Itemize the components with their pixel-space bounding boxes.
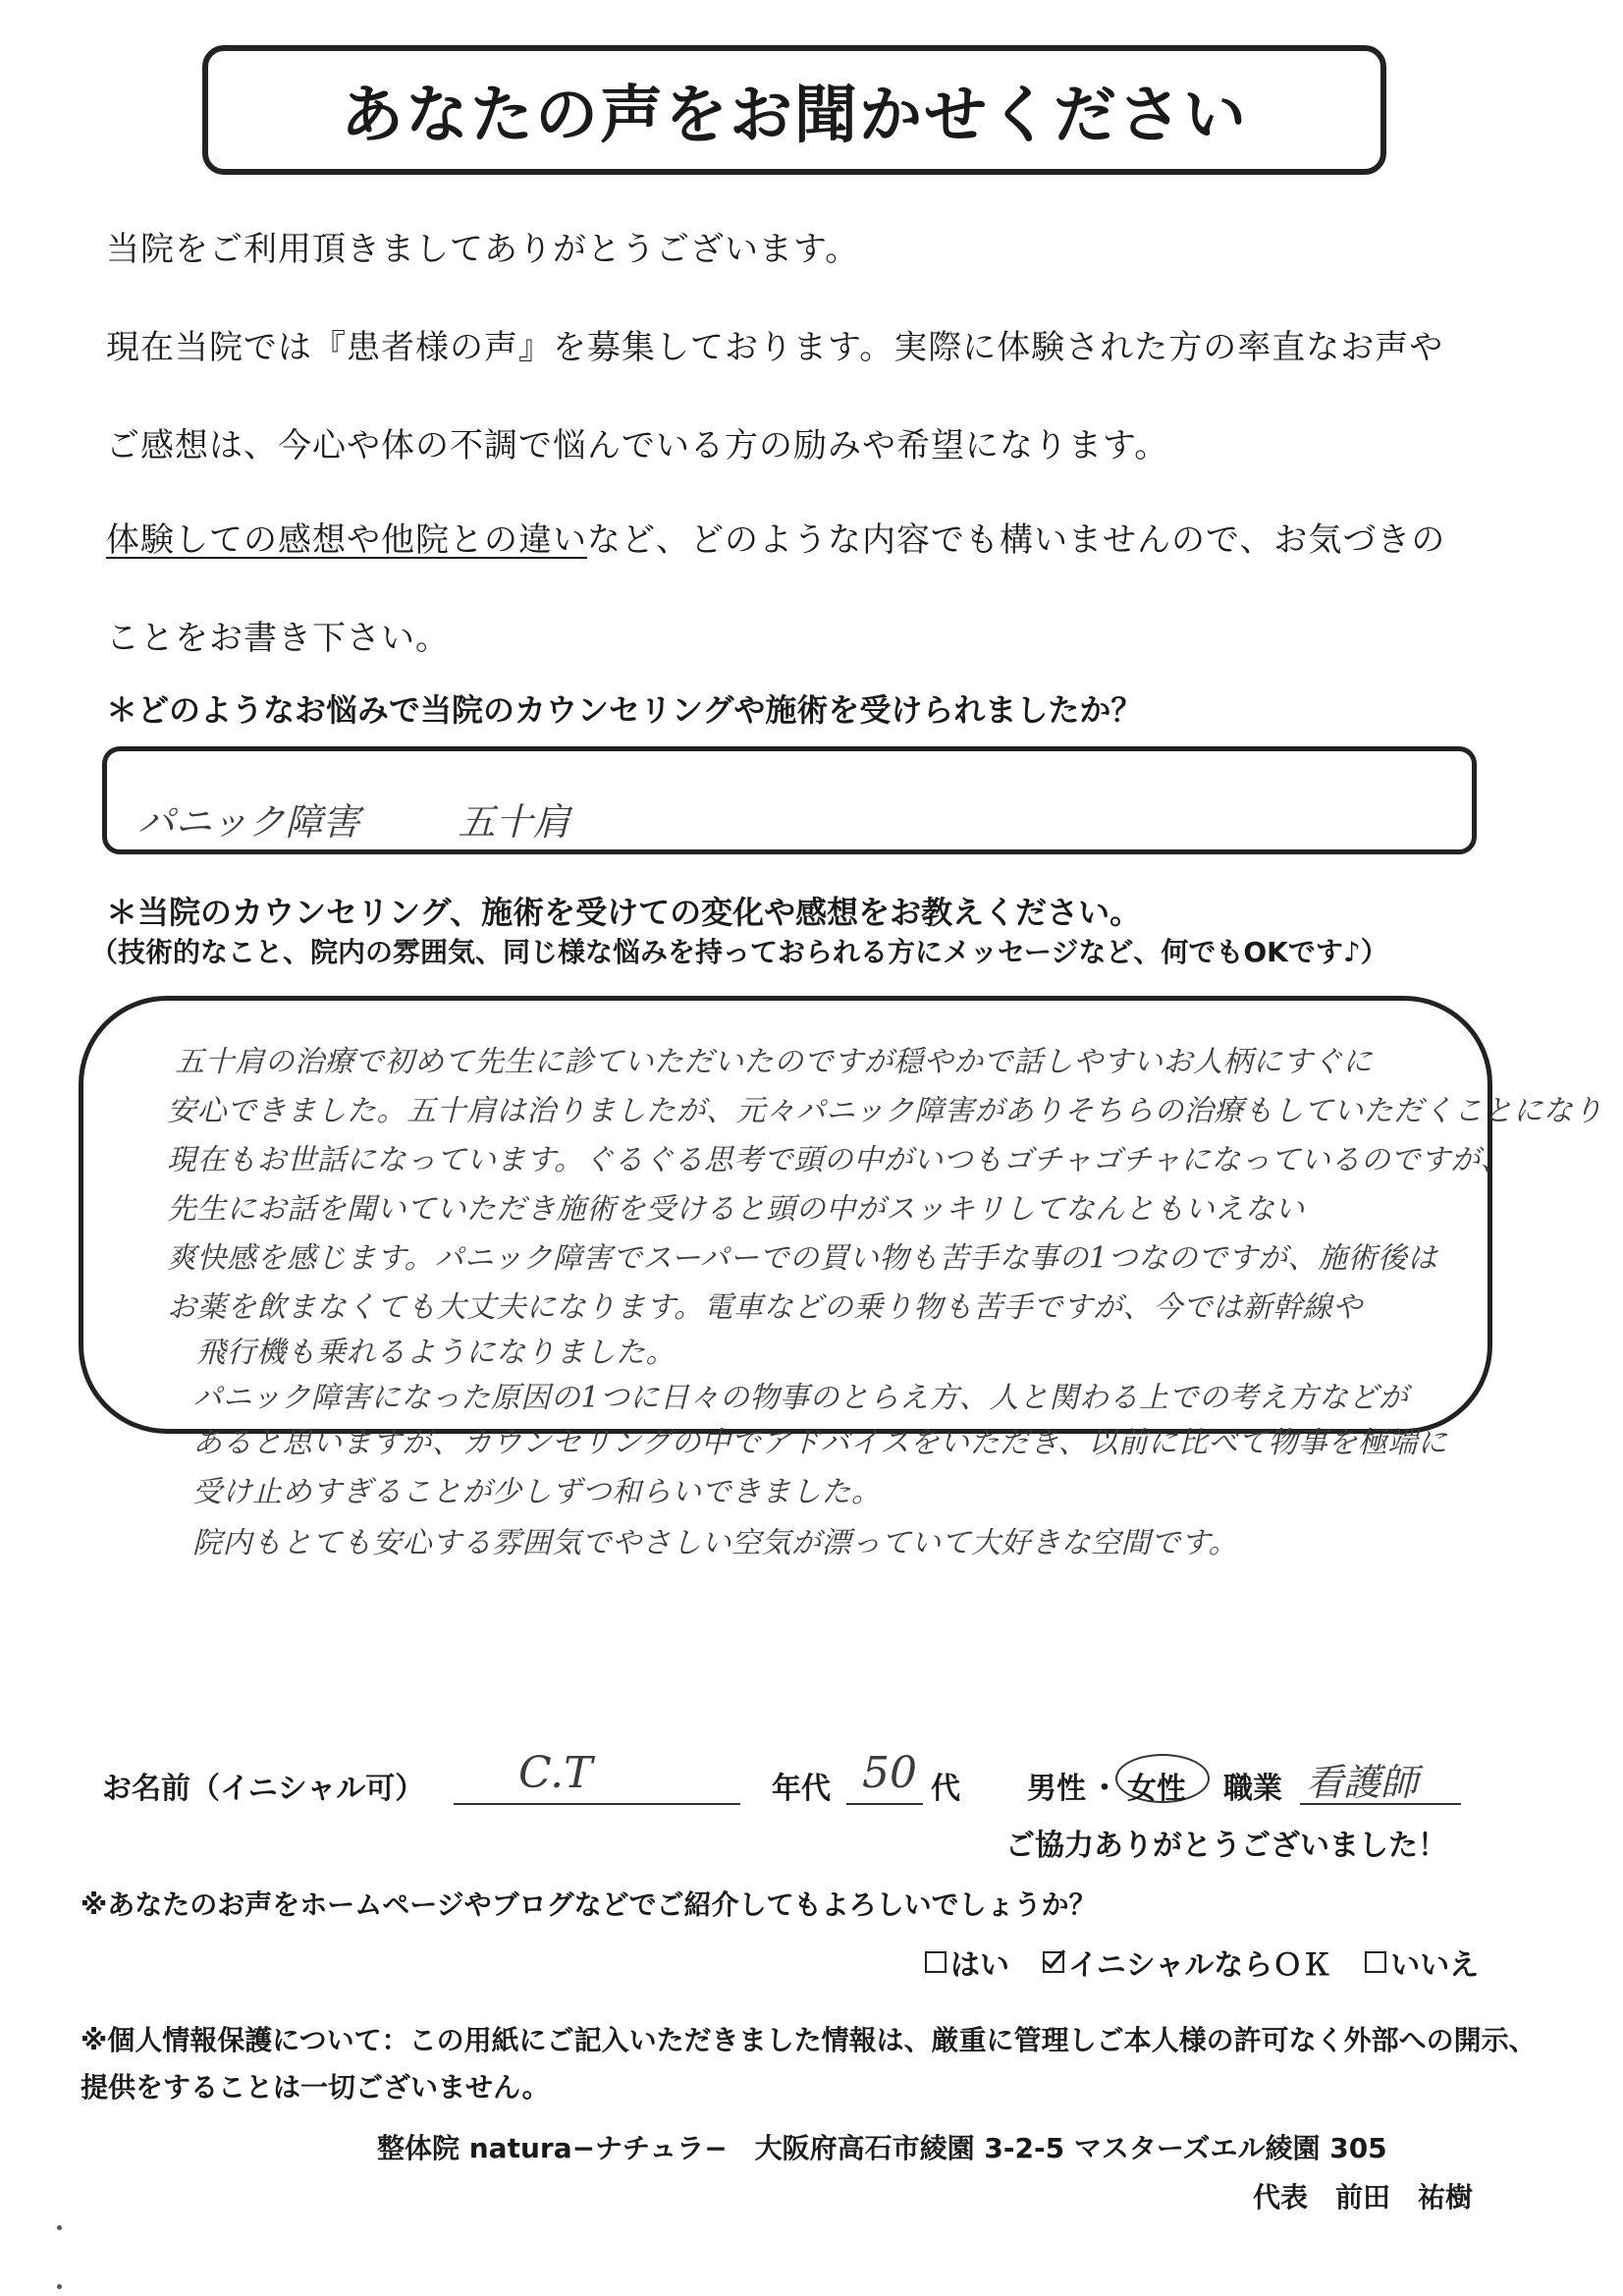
scan-speck: [57, 2284, 62, 2289]
scan-speck: [57, 2225, 62, 2230]
consent-option-label: はい: [950, 1948, 1009, 1983]
answer-1-item: パニック障害: [137, 800, 360, 844]
answer-2-line: あると思いますが、カウンセリングの中でアドバイスをいただき、以前に比べて物事を極端に: [192, 1426, 1448, 1460]
question-2-label: ＊当院のカウンセリング、施術を受けての変化や感想をお教えください。: [106, 894, 1142, 931]
consent-option-label: イニシャルならＯＫ: [1068, 1948, 1332, 1983]
consent-option-no[interactable]: [1365, 1941, 1479, 1984]
gender-male: 男性: [1027, 1772, 1086, 1806]
name-value: C.T: [518, 1748, 593, 1798]
answer-2-line: お薬を飲まなくても大丈夫になります。電車などの乗り物も苦手ですが、今では新幹線や: [167, 1290, 1363, 1325]
thanks-message: ご協力ありがとうございました！: [1005, 1829, 1447, 1863]
answer-2-line: 飛行機も乗れるようになりました。: [196, 1336, 676, 1370]
consent-question: ※あなたのお声をホームページやブログなどでご紹介してもよろしいでしょうか？: [81, 1888, 1097, 1921]
privacy-line-2: 提供をすることは一切ございません。: [81, 2071, 550, 2104]
checkbox-icon[interactable]: [925, 1951, 947, 1973]
consent-option-label: いいえ: [1390, 1948, 1480, 1983]
checked-checkbox-icon[interactable]: [1043, 1951, 1064, 1973]
answer-2-line: 現在もお世話になっています。ぐるぐる思考で頭の中がいつもゴチャゴチャになっているのですが、: [167, 1143, 1511, 1177]
answer-2-line: パニック障害になった原因の1つに日々の物事のとらえ方、人と関わる上での考え方などが: [192, 1381, 1409, 1415]
answer-2-line: 安心できました。五十肩は治りましたが、元々パニック障害がありそちらの治療もしていただくことになり: [167, 1094, 1603, 1128]
page-title: あなたの声をお聞かせください: [341, 80, 1248, 152]
answer-2-line: 先生にお話を聞いていただき施術を受けると頭の中がスッキリしてなんともいえない: [167, 1192, 1305, 1227]
intro-line-2: 現在当院では『患者様の声』を募集しております。実際に体験された方の率直なお声や: [106, 328, 1444, 367]
name-underline: [454, 1803, 740, 1805]
gender-separator: ・: [1090, 1772, 1119, 1806]
checkbox-icon[interactable]: [1365, 1951, 1386, 1973]
answer-2-line: 院内もとても安心する雰囲気でやさしい空気が漂っていて大好きな空間です。: [192, 1526, 1239, 1560]
intro-line-1: 当院をご利用頂きましてありがとうございます。: [106, 230, 860, 269]
title-box: [202, 45, 1386, 175]
answer-1-item: 五十肩: [458, 800, 570, 844]
job-label: 職業: [1223, 1772, 1282, 1806]
intro-underlined-text: 体験しての感想や他院との違い: [106, 520, 587, 560]
representative: 代表 前田 祐樹: [1253, 2181, 1474, 2214]
job-underline: [1300, 1803, 1461, 1805]
age-underline: [846, 1803, 923, 1805]
answer-2-line: 爽快感を感じます。パニック障害でスーパーでの買い物も苦手な事の1つなのですが、施術後は: [167, 1241, 1437, 1276]
consent-option-yes[interactable]: [925, 1941, 1009, 1984]
consent-options: [925, 1941, 1479, 1984]
gender-female: 女性: [1127, 1772, 1186, 1806]
question-1-label: ＊どのようなお悩みで当院のカウンセリングや施術を受けられましたか？: [106, 691, 1143, 729]
intro-line-5: ことをお書き下さい。: [106, 619, 450, 658]
consent-option-initials[interactable]: [1043, 1941, 1331, 1984]
intro-line-4: [106, 513, 1445, 561]
intro-line-3: ご感想は、今心や体の不調で悩んでいる方の励みや希望になります。: [106, 426, 1169, 465]
answer-2-line: 受け止めすぎることが少しずつ和らいできました。: [192, 1475, 882, 1509]
age-label: 年代: [772, 1772, 831, 1806]
age-value: 50: [862, 1748, 917, 1798]
question-2-sublabel: （技術的なこと、院内の雰囲気、同じ様な悩みを持っておられる方にメッセージなど、何でもOKです♪）: [90, 936, 1388, 968]
age-suffix: 代: [931, 1772, 960, 1806]
answer-2-line: 五十肩の治療で初めて先生に診ていただいたのですが穏やかで話しやすいお人柄にすぐに: [175, 1045, 1373, 1079]
job-value: 看護師: [1306, 1761, 1419, 1804]
clinic-info: 整体院 natura−ナチュラ− 大阪府高石市綾園 3-2-5 マスターズエル綾園 305: [377, 2132, 1387, 2164]
name-label: お名前（イニシャル可）: [102, 1772, 425, 1806]
intro-line-4-rest: など、どのような内容でも構いませんので、お気づきの: [587, 520, 1446, 560]
privacy-line-1: ※個人情報保護について：この用紙にご記入いただきました情報は、厳重に管理しご本人様の許可なく外部への開示、: [81, 2024, 1537, 2056]
answer-1-text: [137, 792, 570, 846]
